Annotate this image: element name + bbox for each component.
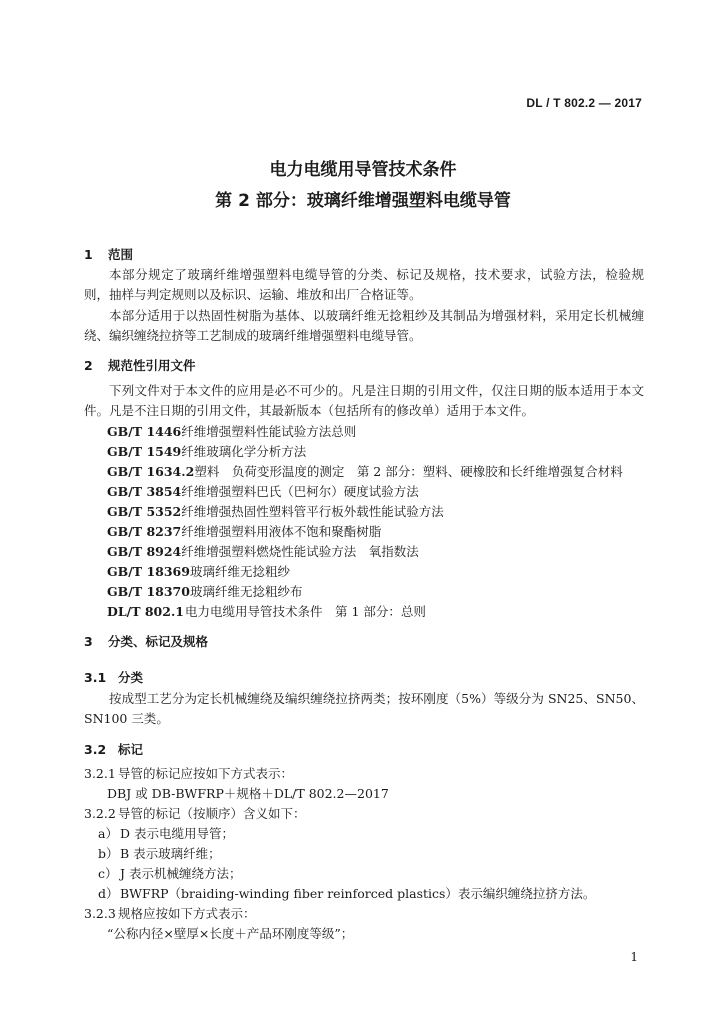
section-3-1-paragraph: 按成型工艺分为定长机械缠绕及编织缠绕拉挤两类；按环刚度（5%）等级分为 SN25、SN50、SN100 三类。 [84,691,644,726]
page-number: 1 [630,950,638,964]
section-number: 3.1 [84,670,107,685]
clause-text: 导管的标记（按顺序）含义如下： [118,806,306,821]
reference-item [107,582,302,600]
list-marker: a） [98,826,118,841]
reference-item [107,462,623,480]
section-1-heading [84,245,133,263]
list-item [98,884,595,902]
list-marker: d） [98,886,119,901]
reference-item [107,422,356,440]
reference-code: GB/T 1549 [107,444,182,459]
list-marker: b） [98,846,119,861]
section-title: 标记 [118,742,144,757]
list-marker: c） [98,866,118,881]
reference-title: 电力电缆用导管技术条件 第 1 部分：总则 [185,604,426,619]
section-2-heading [84,356,196,374]
section-1-paragraph-1: 本部分规定了玻璃纤维增强塑料电缆导管的分类、标记及规格，技术要求，试验方法，检验规则，抽样与判定规则以及标识、运输、堆放和出厂合格证等。 [84,267,644,302]
reference-title: 玻璃纤维无捻粗纱 [189,564,290,579]
section-title: 分类 [118,670,144,685]
reference-code: GB/T 1634.2 [107,464,195,479]
reference-title: 塑料 负荷变形温度的测定 第 2 部分：塑料、硬橡胶和长纤维增强复合材料 [194,464,623,479]
section-title: 规范性引用文件 [108,358,196,373]
reference-item [107,562,290,580]
reference-title: 纤维增强塑料用液体不饱和聚酯树脂 [181,524,382,539]
clause-number: 3.2.1 [84,766,116,781]
clause-3-2-3 [84,904,256,922]
clause-3-2-1 [84,764,293,782]
reference-item [107,542,419,560]
clause-number: 3.2.2 [84,806,116,821]
reference-title: 纤维玻璃化学分析方法 [181,444,307,459]
standard-code: DL / T 802.2 — 2017 [526,96,642,110]
list-item [98,844,221,862]
section-number: 3.2 [84,742,107,757]
section-title: 范围 [108,247,134,262]
specification-format: “公称内径×壁厚×长度＋产品环刚度等级”； [107,926,354,941]
list-text: J 表示机械缠绕方法； [120,866,242,881]
list-text: B 表示玻璃纤维； [120,846,221,861]
reference-code: GB/T 1446 [107,424,182,439]
section-number: 2 [84,358,93,373]
reference-item [107,442,306,460]
reference-title: 玻璃纤维无捻粗纱布 [189,584,303,599]
reference-code: GB/T 8924 [107,544,182,559]
clause-text: 规格应按如下方式表示： [118,906,256,921]
reference-title: 纤维增强塑料燃烧性能试验方法 氧指数法 [181,544,419,559]
clause-text: 导管的标记应按如下方式表示： [118,766,294,781]
list-text: BWFRP（braiding-winding fiber reinforced plastics）表示编织缠绕拉挤方法。 [120,886,596,901]
marking-format: DBJ 或 DB-BWFRP＋规格＋DL/T 802.2—2017 [107,786,389,801]
reference-item [107,602,426,620]
reference-code: GB/T 18370 [107,584,190,599]
reference-title: 纤维增强塑料性能试验方法总则 [181,424,357,439]
section-3-2-heading [84,740,143,758]
section-number: 3 [84,634,93,649]
section-2-paragraph-1: 下列文件对于本文件的应用是必不可少的。凡是注日期的引用文件，仅注日期的版本适用于本文件。凡是不注日期的引用文件，其最新版本（包括所有的修改单）适用于本文件。 [84,383,644,418]
section-title: 分类、标记及规格 [108,634,209,649]
document-title: 电力电缆用导管技术条件 [269,160,457,180]
reference-code: GB/T 8237 [107,524,182,539]
section-3-heading [84,632,208,650]
section-3-1-heading [84,668,143,686]
list-item [98,864,242,882]
section-1-paragraph-2: 本部分适用于以热固性树脂为基体、以玻璃纤维无捻粗纱及其制品为增强材料，采用定长机械缠绕、编织缠绕拉挤等工艺制成的玻璃纤维增强塑料电缆导管。 [84,308,644,343]
reference-item [107,522,381,540]
reference-item [107,482,419,500]
reference-code: GB/T 3854 [107,484,182,499]
reference-code: DL/T 802.1 [107,604,184,619]
reference-item [107,502,444,520]
reference-code: GB/T 18369 [107,564,190,579]
section-number: 1 [84,247,93,262]
clause-number: 3.2.3 [84,906,116,921]
reference-title: 纤维增强热固性塑料管平行板外载性能试验方法 [181,504,444,519]
list-text: D 表示电缆用导管； [120,826,234,841]
clause-3-2-2 [84,804,306,822]
list-item [98,824,234,842]
reference-title: 纤维增强塑料巴氏（巴柯尔）硬度试验方法 [181,484,419,499]
document-subtitle: 第 2 部分：玻璃纤维增强塑料电缆导管 [215,191,511,211]
reference-code: GB/T 5352 [107,504,182,519]
